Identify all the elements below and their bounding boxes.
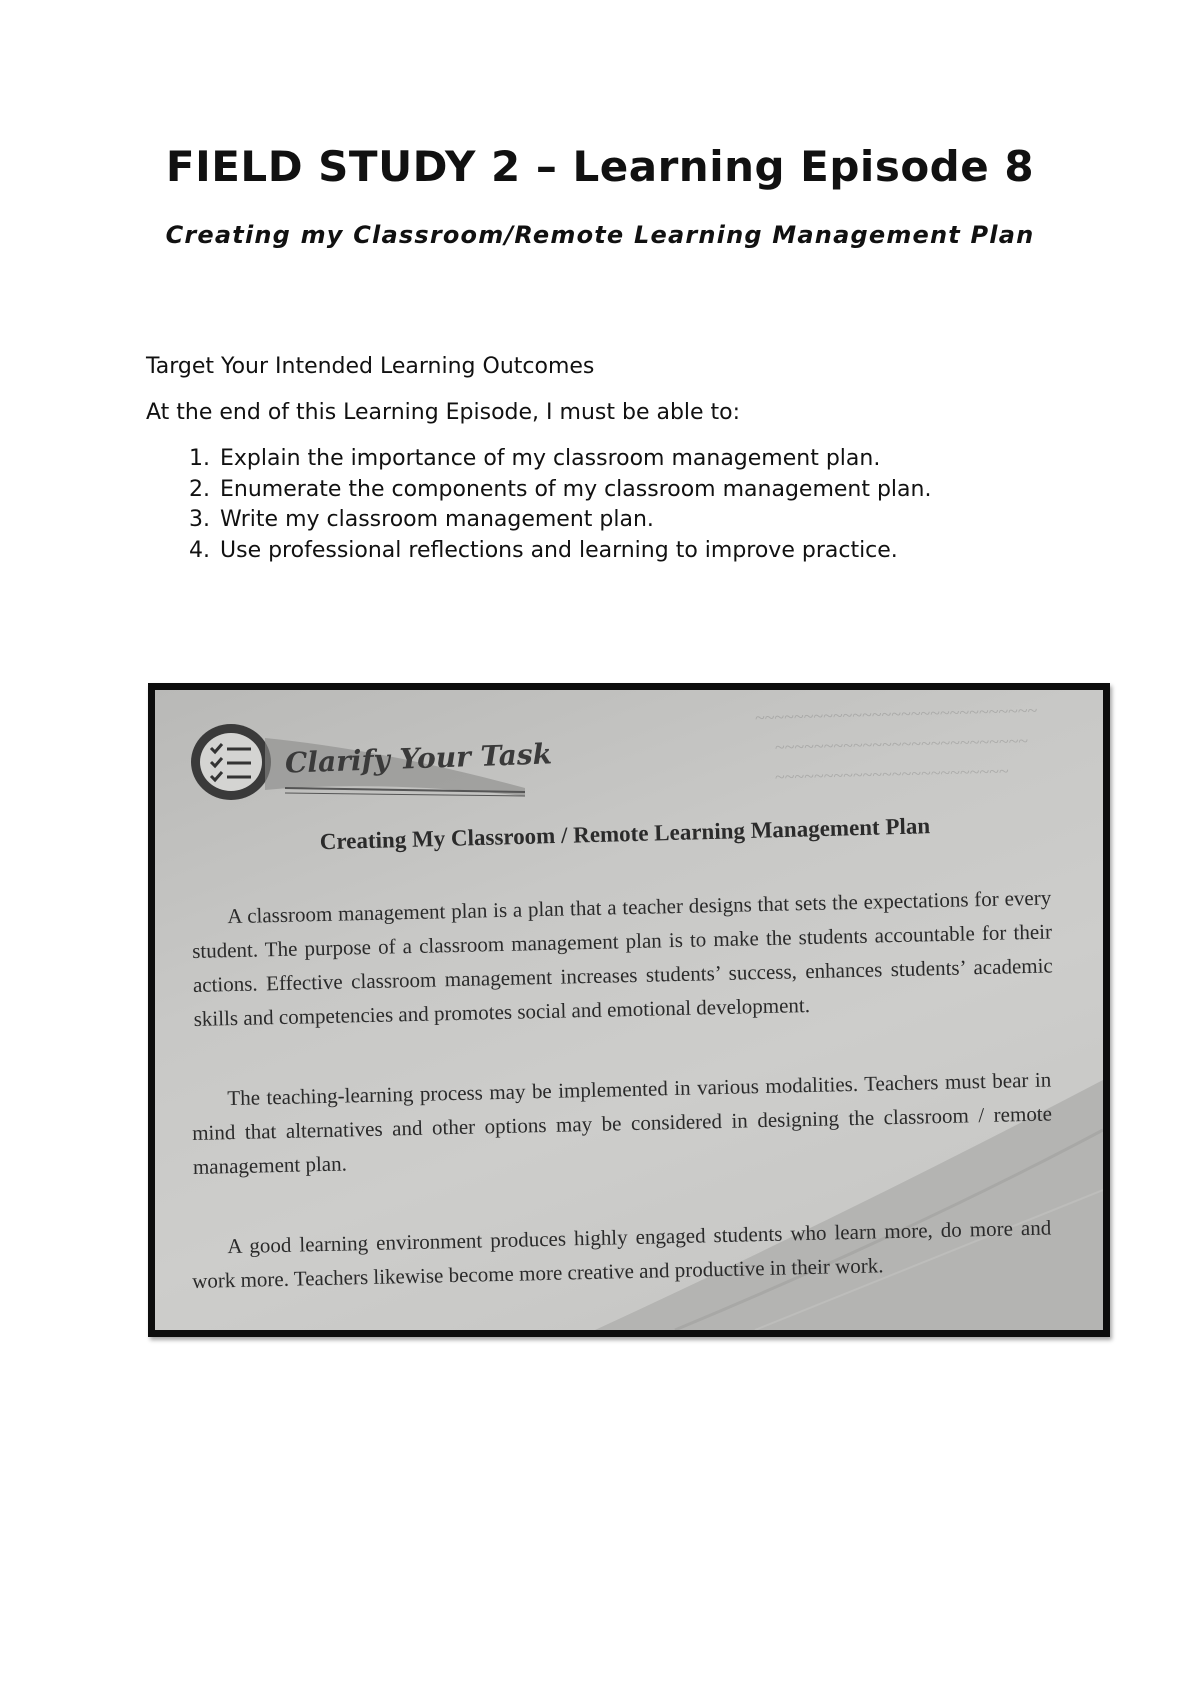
list-item (146, 505, 931, 536)
list-item-text: Write my classroom management plan. (220, 507, 654, 532)
book-page-photo (148, 683, 1110, 1337)
list-number: 4. (189, 537, 210, 563)
list-number: 2. (189, 476, 210, 502)
list-item-text: Use professional reflections and learning to improve practice. (220, 537, 898, 563)
list-item (146, 475, 931, 506)
list-item (146, 444, 931, 475)
list-number: 1. (189, 446, 210, 471)
page-subtitle: Creating my Classroom/Remote Learning Management Plan (165, 221, 1035, 249)
bleed-through-text: ~~~~~~~~~~~~~~~~~~~~~~~~ (774, 760, 1009, 788)
photo-paragraph: A classroom management plan is a plan that a teacher designs that sets the expectations for every student. The purpose of a classroom management plan is to make the students accountable for their actions. Effective classroom management increases students’ success, enhances students’ academic skills and competencies and promotes social and emotional development. (191, 885, 1053, 1031)
intro-text: At the end of this Learning Episode, I must be able to: (146, 400, 741, 425)
page-title: FIELD STUDY 2 – Learning Episode 8 (165, 142, 1035, 191)
bleed-through-text: ~~~~~~~~~~~~~~~~~~~~~~~~~~ (774, 730, 1029, 758)
outcomes-list (146, 444, 931, 566)
list-item (146, 536, 931, 567)
banner-label: Clarify Your Task (284, 737, 553, 780)
photo-heading: Creating My Classroom / Remote Learning Management Plan (319, 813, 931, 855)
photo-paragraph: The teaching-learning process may be implemented in various modalities. Teachers must bear in mind that alternatives and other options may be considered in designing the classroom / remote management plan. (191, 1067, 1053, 1179)
list-number: 3. (189, 507, 210, 532)
section-heading: Target Your Intended Learning Outcomes (146, 354, 595, 379)
list-item-text: Explain the importance of my classroom management plan. (220, 446, 881, 471)
list-item-text: Enumerate the components of my classroom management plan. (220, 476, 932, 502)
bleed-through-text: ~~~~~~~~~~~~~~~~~~~~~~~~~~~~~ (754, 700, 1038, 728)
photo-paragraph: A good learning environment produces highly engaged students who learn more, do more and work more. Teachers likewise become more creative and productive in their work. (191, 1215, 1052, 1293)
